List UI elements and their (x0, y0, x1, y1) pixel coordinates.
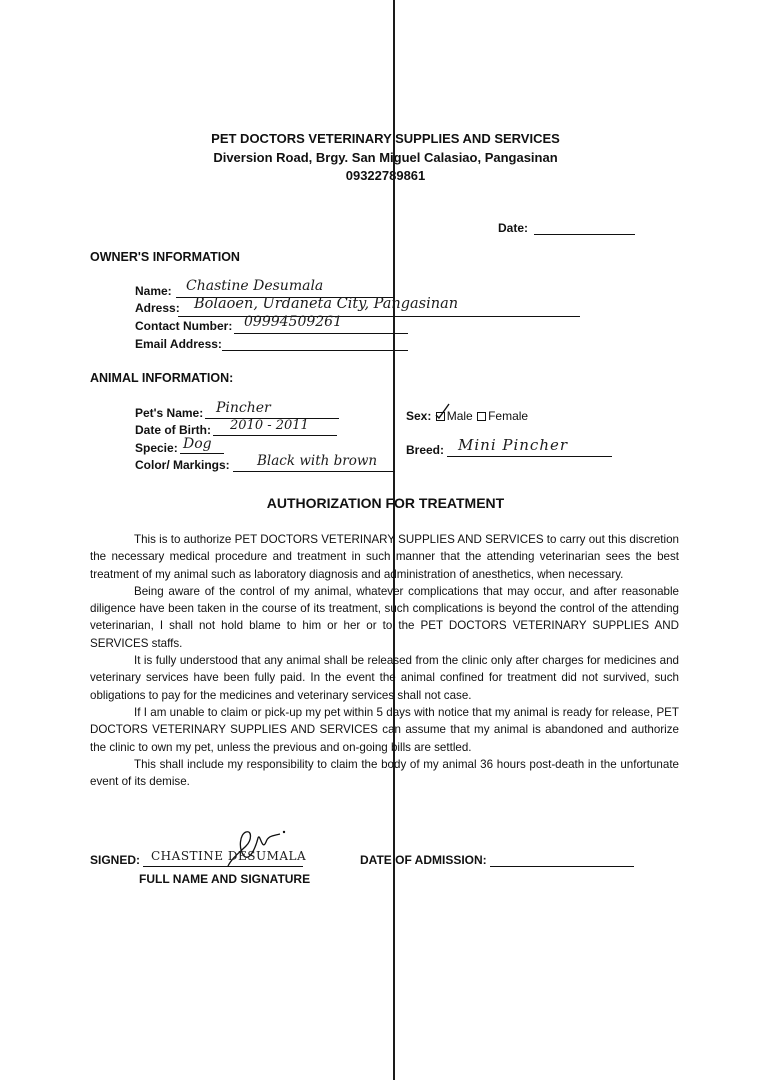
signature-name-field[interactable]: CHASTINE DESUMALA (151, 849, 307, 863)
authorization-paragraph-5: This shall include my responsibility to claim the body of my animal 36 hours post-death in the unfortunate event of its demise. (90, 757, 679, 789)
breed-line (447, 456, 612, 457)
checkmark-icon (433, 402, 451, 420)
authorization-body (90, 531, 679, 790)
owner-name-field[interactable]: Chastine Desumala (186, 278, 324, 294)
owner-heading: OWNER'S INFORMATION (90, 250, 240, 264)
sex-female-label: Female (488, 409, 529, 423)
color-markings-line (233, 471, 395, 472)
dob-field[interactable]: 2010 - 2011 (230, 418, 309, 433)
authorization-paragraph-2: Being aware of the control of my animal, whatever complications that may occur, and after reasonable diligence have been taken in the course of its treatment, such complications is beyond the control of the attending veterinarian, I shall not hold blame to him or her or to the PET DOCTORS VETERINARY SUPPLIES AND SERVICES staffs. (90, 584, 679, 650)
email-field[interactable] (222, 350, 408, 351)
signed-label: SIGNED: (90, 853, 141, 867)
pet-name-label: Pet's Name: (135, 406, 204, 420)
sex-label: Sex: (406, 409, 432, 423)
pet-name-field[interactable]: Pincher (216, 400, 271, 416)
admission-date-field[interactable] (490, 866, 634, 867)
authorization-paragraph-4: If I am unable to claim or pick-up my pet within 5 days with notice that my animal is ready for release, PET DOCTORS VETERINARY SUPPLIES AND SERVICES can assume that my animal is abandoned and authorize the clinic to own my pet, unless the previous and on-going bills are settled. (90, 705, 679, 754)
specie-label: Specie: (135, 441, 178, 455)
clinic-phone: 09322789861 (345, 168, 426, 183)
contact-number-line (234, 333, 408, 334)
sex-male-checkbox[interactable] (436, 412, 445, 421)
sex-male-label: Male (446, 409, 473, 423)
specie-line (180, 453, 224, 454)
dob-line (213, 435, 337, 436)
sex-group (406, 409, 528, 423)
owner-address-field[interactable]: Bolaoen, Urdaneta City, Pangasinan (194, 296, 459, 312)
breed-field[interactable]: Mini Pincher (458, 436, 569, 454)
clinic-name: PET DOCTORS VETERINARY SUPPLIES AND SERVICES (211, 131, 560, 146)
color-markings-label: Color/ Markings: (135, 458, 230, 472)
contact-number-label: Contact Number: (135, 319, 233, 333)
authorization-paragraph-3: It is fully understood that any animal shall be released from the clinic only after charges for medicines and veterinary services have been fully paid. In the event the animal confined for treatment did not survived, such obligations to pay for the medicines and veterinary services shall not case. (90, 654, 679, 702)
sex-female-checkbox[interactable] (477, 412, 486, 421)
email-label: Email Address: (135, 337, 222, 351)
admission-date-label: DATE OF ADMISSION: (360, 853, 487, 867)
specie-field[interactable]: Dog (183, 436, 212, 452)
dob-label: Date of Birth: (135, 423, 211, 437)
animal-heading: ANIMAL INFORMATION: (90, 371, 234, 385)
owner-address-line (178, 316, 580, 317)
authorization-paragraph-1: This is to authorize PET DOCTORS VETERINARY SUPPLIES AND SERVICES to carry out this discretion the necessary medical procedure and treatment in such manner that the attending veterinarian sees the best treatment of my animal such as laboratory diagnosis and administration of anesthetics, when necessary. (90, 533, 679, 581)
breed-label: Breed: (406, 443, 445, 457)
owner-address-label: Adress: (135, 301, 180, 315)
authorization-title: AUTHORIZATION FOR TREATMENT (266, 495, 505, 511)
clinic-address: Diversion Road, Brgy. San Miguel Calasiao, Pangasinan (213, 150, 558, 165)
contact-number-field[interactable]: 09994509261 (244, 314, 342, 330)
date-field[interactable] (534, 234, 635, 235)
date-label: Date: (498, 221, 529, 235)
signature-caption: FULL NAME AND SIGNATURE (139, 872, 311, 886)
signature-line (143, 866, 303, 867)
owner-name-label: Name: (135, 284, 172, 298)
color-markings-field[interactable]: Black with brown (257, 453, 378, 469)
